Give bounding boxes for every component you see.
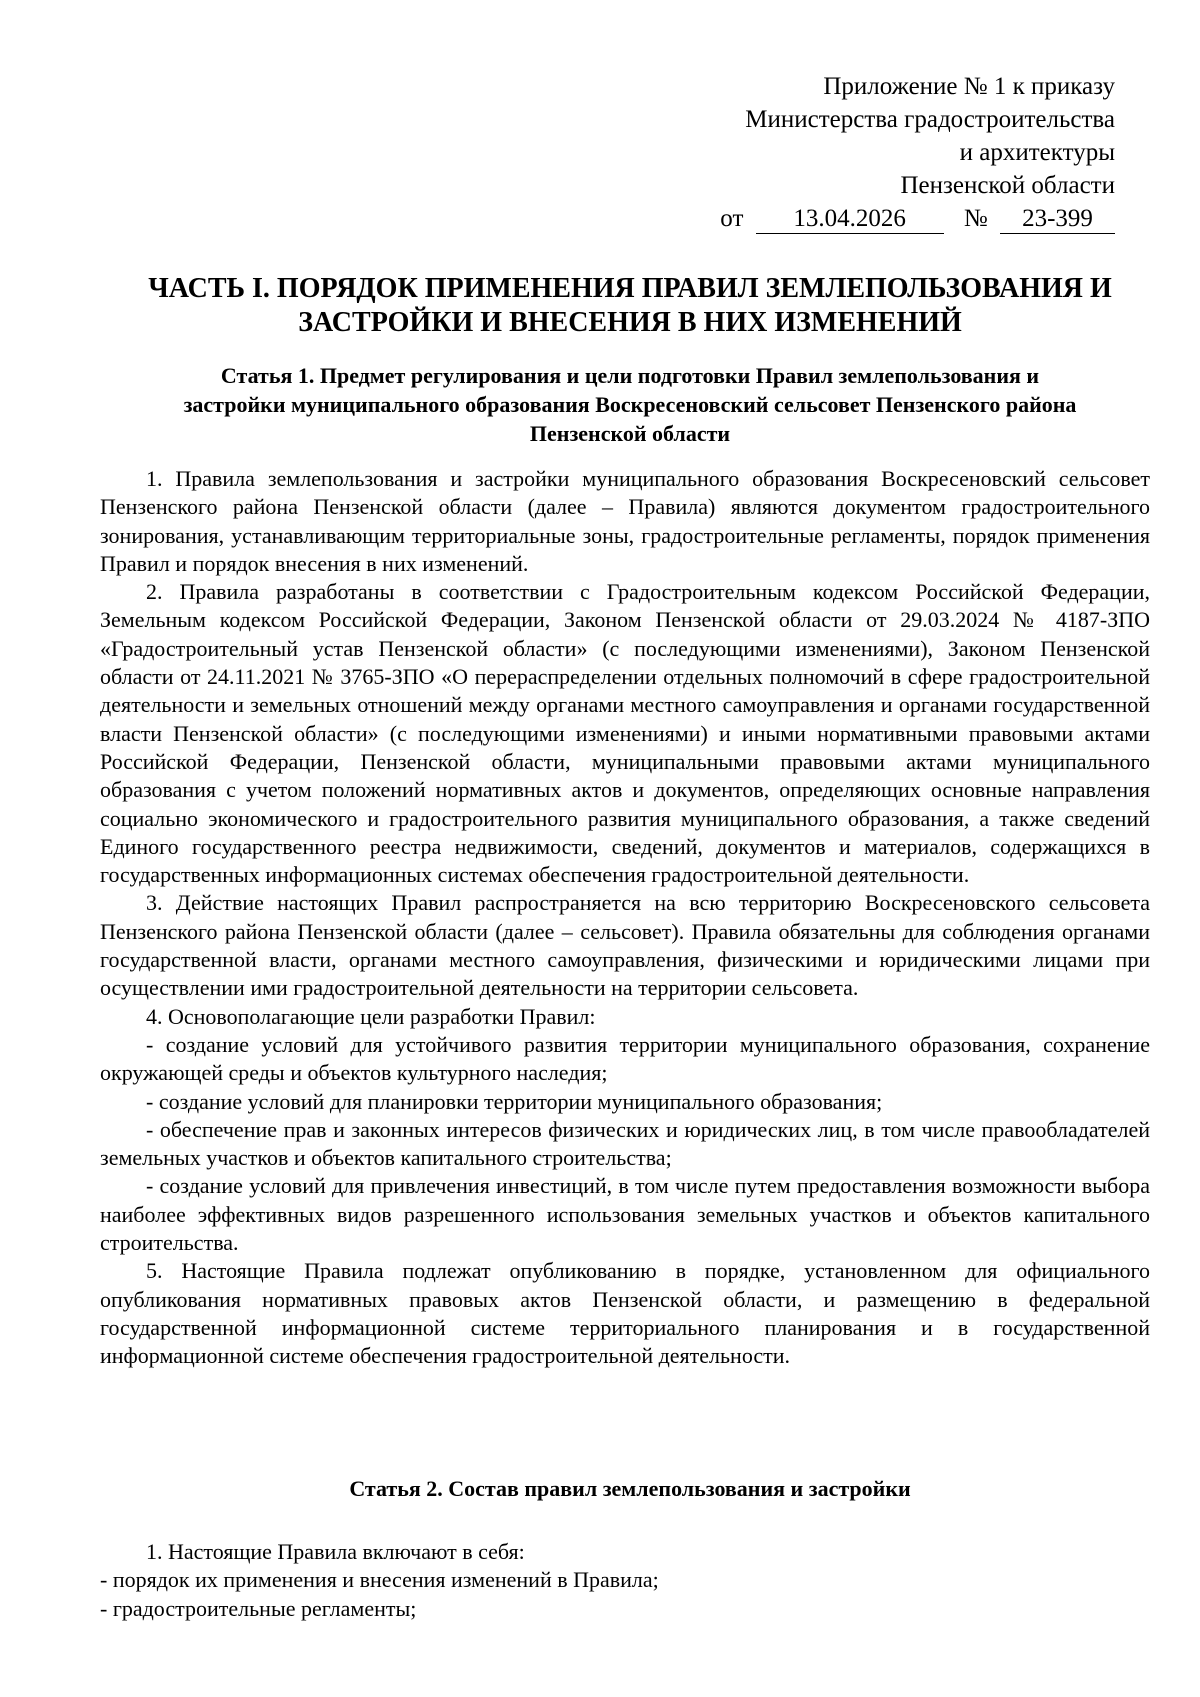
paragraph: 2. Правила разработаны в соответствии с Градостроительным кодексом Российской Федерации, Земельным кодексом Российской Федерации, Законом Пензенской области от 29.03.2024 № 4187-ЗПО «Градостроительный устав Пензенской области» (с последующими изменениями), Законом Пензенской области от 24.11.2021 № 3765-ЗПО «О перераспределении отдельных полномочий в сфере градостроительной деятельности и земельных отношений между органами местного самоуправления и органами государственной власти Пензенской области» (с последующими изменениями) и иными нормативными правовыми актами Российской Федерации, Пензенской области, муниципальными правовыми актами муниципального образования с учетом положений нормативных актов и документов, определяющих основные направления социально экономического и градостроительного развития муниципального образования, а также сведений Единого государственного реестра недвижимости, сведений, документов и материалов, содержащихся в государственных информационных системах обеспечения градостроительной деятельности.	[100, 579, 1150, 888]
order-date: 13.04.2026	[756, 205, 944, 234]
list-item: - создание условий для устойчивого развития территории муниципального образования, сохранение окружающей среды и объектов культурного наследия;	[100, 1031, 1150, 1086]
paragraph: 1. Правила землепользования и застройки муниципального образования Воскресеновский сельсовет Пензенского района Пензенской области (далее – Правила) являются документом градостроительного зонирования, устанавливающим территориальные зоны, градостроительные регламенты, порядок применения Правил и порядок внесения в них изменений.	[100, 466, 1150, 576]
appendix-line-4: Пензенской области	[900, 172, 1115, 199]
article-1-title-line-2: застройки муниципального образования Воскресеновский сельсовет Пензенского района	[183, 392, 1077, 417]
paragraph: 1. Настоящие Правила включают в себя:	[146, 1539, 525, 1564]
article-1-title-line-3: Пензенской области	[529, 421, 731, 446]
from-label: от	[720, 205, 744, 232]
article-1-body	[100, 465, 1150, 1371]
order-reference	[555, 202, 1115, 235]
list-item: - создание условий для планировки территории муниципального образования;	[146, 1088, 883, 1114]
article-2-title-text: Статья 2. Состав правил землепользования и застройки	[349, 1476, 911, 1501]
paragraph: 4. Основополагающие цели разработки Правил:	[146, 1003, 596, 1029]
order-number: 23-399	[1000, 205, 1115, 234]
part-title-line-1: ЧАСТЬ I. ПОРЯДОК ПРИМЕНЕНИЯ ПРАВИЛ ЗЕМЛЕПОЛЬЗОВАНИЯ И	[148, 273, 1112, 304]
list-item: - создание условий для привлечения инвестиций, в том числе путем предоставления возможности выбора наиболее эффективных видов разрешенного использования земельных участков и объектов капитального строительства.	[100, 1173, 1150, 1256]
appendix-line-3: и архитектуры	[959, 139, 1115, 166]
paragraph: 3. Действие настоящих Правил распространяется на всю территорию Воскресеновского сельсовета Пензенского района Пензенской области (далее – сельсовет). Правила обязательны для соблюдения органами государственной власти, органами местного самоуправления, физическими и юридическими лицами при осуществлении ими градостроительной деятельности на территории сельсовета.	[100, 890, 1150, 1001]
appendix-line-2: Министерства градостроительства	[745, 106, 1115, 133]
part-title-line-2: ЗАСТРОЙКИ И ВНЕСЕНИЯ В НИХ ИЗМЕНЕНИЙ	[298, 307, 962, 338]
article-1-title-line-1: Статья 1. Предмет регулирования и цели подготовки Правил землепользования и	[220, 363, 1040, 388]
list-item: - порядок их применения и внесения изменений в Правила;	[100, 1567, 659, 1593]
number-label: №	[963, 205, 988, 232]
appendix-line-1: Приложение № 1 к приказу	[823, 73, 1115, 100]
list-item: - обеспечение прав и законных интересов физических и юридических лиц, в том числе правообладателей земельных участков и объектов капитального строительства;	[100, 1116, 1150, 1171]
part-title	[130, 272, 1130, 340]
article-2-title	[118, 1474, 1142, 1503]
article-1-title	[118, 361, 1142, 448]
appendix-header	[555, 70, 1115, 235]
paragraph: 5. Настоящие Правила подлежат опубликованию в порядке, установленном для официального опубликования нормативных правовых актов Пензенской области, и размещению в федеральной государственной информационной системе территориального планирования и в государственной информационной системе обеспечения градостроительной деятельности.	[100, 1258, 1150, 1369]
list-item: - градостроительные регламенты;	[100, 1595, 417, 1621]
article-2-body	[100, 1538, 1150, 1623]
